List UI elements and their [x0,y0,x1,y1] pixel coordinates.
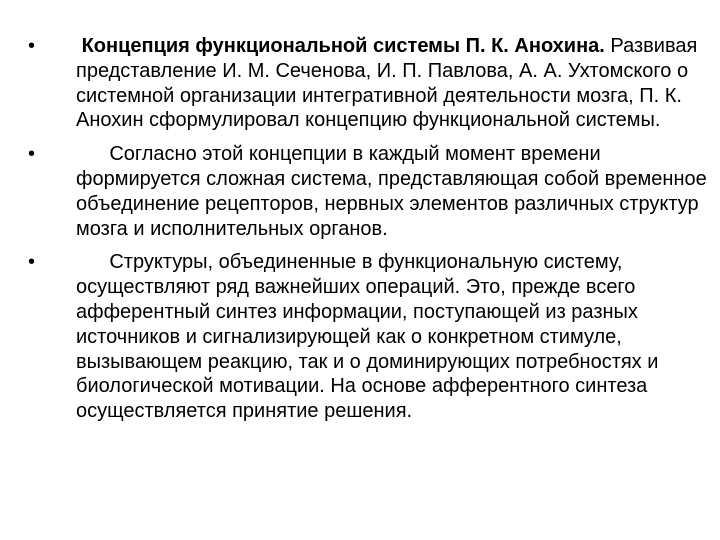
bullet-marker-icon: • [28,35,36,57]
bullet-item-2 [28,142,712,241]
bullet-list [28,34,712,424]
bullet-body-1: Развивая представление И. М. Сеченова, И. П. Павлова, А. А. Ухтомского о системной организации интегративной деятельности мозга, П. К. Анохин сформулировал концепцию функциональной системы. [76,35,703,132]
bullet-marker-icon: • [28,251,36,274]
bullet-item-3 [28,250,712,424]
bullet-item-1 [28,34,712,133]
bullet-text-1 [76,34,712,133]
bullet-marker-icon: • [28,143,36,166]
bullet-heading: Концепция функциональной системы П. К. Анохина. [76,35,605,57]
bullet-body-3: Структуры, объединенные в функциональную систему, осуществляют ряд важнейших операций. Это, прежде всего афферентный синтез информации, поступающей из разных источников и сигнализирующей как о конкретном стимуле, вызывающем реакцию, так и о доминирующих потребностях и биологической мотивации. На основе афферентного синтеза осуществляется принятие решения. [76,251,664,423]
bullet-body-2: Согласно этой концепции в каждый момент времени формируется сложная система, представляющая собой временное объединение рецепторов, нервных элементов различных структур мозга и исполнительных органов. [76,143,713,240]
